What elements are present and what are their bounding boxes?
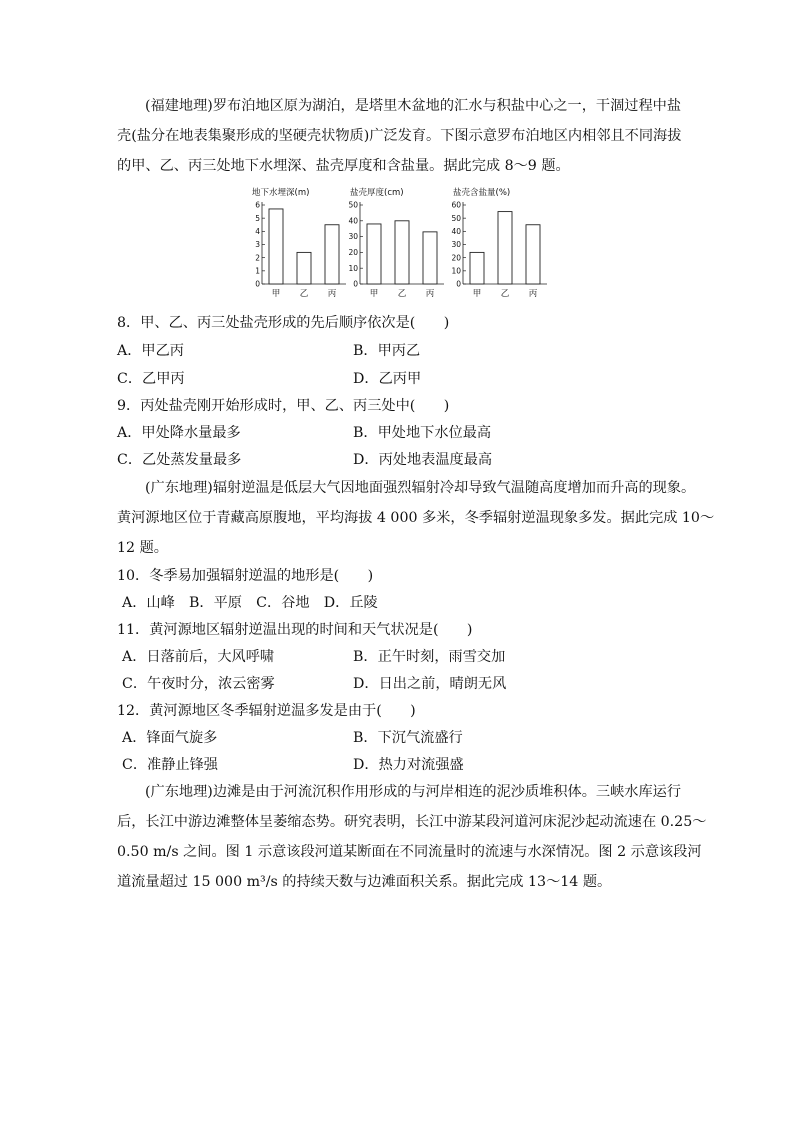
chart-1-category-label: 乙 — [299, 289, 309, 299]
chart-1-bar-3 — [325, 225, 339, 284]
chart-1-y-tick-label: 6 — [255, 200, 260, 210]
passage-2-line-1: (广东地理)辐射逆温是低层大气因地面强烈辐射冷却导致气温随高度增加而升高的现象。 — [145, 480, 696, 496]
chart-1-bar-1 — [269, 209, 283, 284]
q12-option-c: C．准静止锋强 — [122, 757, 218, 773]
chart-1-y-tick-label: 1 — [255, 266, 260, 276]
chart-2-category-label: 乙 — [397, 289, 407, 299]
chart-1-category-label: 甲 — [271, 289, 281, 299]
chart-2-category-label: 甲 — [369, 289, 379, 299]
q12-stem: 12．黄河源地区冬季辐射逆温多发是由于( ) — [117, 703, 416, 719]
q10-options: A．山峰 B．平原 C．谷地 D．丘陵 — [122, 595, 378, 611]
chart-1-title: 地下水埋深(m) — [252, 188, 310, 198]
passage-2-line-2: 黄河源地区位于青藏高原腹地，平均海拔 4 000 多米，冬季辐射逆温现象多发。据此完成 10～ — [117, 510, 715, 526]
chart-3-category-label: 丙 — [528, 289, 538, 299]
chart-2-bar-1 — [367, 224, 381, 284]
q11-option-b: B．正午时刻，雨雪交加 — [353, 649, 506, 665]
chart-3-y-tick-label: 60 — [451, 200, 461, 210]
q8-option-c: C．乙甲丙 — [117, 371, 185, 387]
q11-stem: 11．黄河源地区辐射逆温出现的时间和天气状况是( ) — [117, 622, 473, 638]
q9-option-a: A．甲处降水量最多 — [117, 425, 241, 441]
chart-2-y-tick-label: 10 — [348, 263, 358, 273]
chart-3-y-tick-label: 40 — [451, 226, 461, 236]
passage-3-line-4: 道流量超过 15 000 m³/s 的持续天数与边滩面积关系。据此完成 13～14 题。 — [117, 874, 612, 890]
q8-option-d: D．乙丙甲 — [353, 371, 422, 387]
passage-2-line-3: 12 题。 — [117, 540, 168, 556]
q9-stem: 9．丙处盐壳刚开始形成时，甲、乙、丙三处中( ) — [117, 398, 450, 414]
q10-stem: 10．冬季易加强辐射逆温的地形是( ) — [117, 568, 374, 584]
chart-3-y-tick-label: 50 — [451, 213, 461, 223]
q11-option-d: D．日出之前，晴朗无风 — [353, 676, 507, 692]
chart-1-y-tick-label: 5 — [255, 213, 260, 223]
chart-3-category-label: 乙 — [500, 289, 510, 299]
chart-1-y-tick-label: 3 — [255, 240, 260, 250]
passage-1-line-3: 的甲、乙、丙三处地下水埋深、盐壳厚度和含盐量。据此完成 8～9 题。 — [117, 158, 570, 174]
passage-3-line-2: 后，长江中游边滩整体呈萎缩态势。研究表明，长江中游某段河道河床泥沙起动流速在 0.25～ — [117, 814, 707, 830]
bar-charts-svg — [250, 185, 550, 303]
chart-3-bar-1 — [470, 252, 484, 284]
chart-2-category-label: 丙 — [425, 289, 435, 299]
passage-1-line-1: (福建地理)罗布泊地区原为湖泊，是塔里木盆地的汇水与积盐中心之一，干涸过程中盐 — [145, 98, 682, 114]
chart-3-y-tick-label: 10 — [451, 266, 461, 276]
q11-option-c: C．午夜时分，浓云密雾 — [122, 676, 275, 692]
chart-2-y-tick-label: 40 — [348, 216, 358, 226]
q8-option-a: A．甲乙丙 — [117, 343, 184, 359]
q8-option-b: B．甲丙乙 — [353, 343, 421, 359]
chart-2-y-tick-label: 0 — [353, 279, 358, 289]
chart-3-y-tick-label: 0 — [456, 279, 461, 289]
chart-3-category-label: 甲 — [472, 289, 482, 299]
chart-2-y-tick-label: 20 — [348, 248, 358, 257]
q11-option-a: A．日落前后，大风呼啸 — [122, 649, 275, 665]
passage-3-line-3: 0.50 m/s 之间。图 1 示意该段河道某断面在不同流量时的流速与水深情况。图 2 示意该段河 — [117, 844, 702, 860]
chart-2-bar-3 — [423, 232, 437, 284]
q12-option-a: A．锋面气旋多 — [122, 730, 218, 746]
chart-2-y-tick-label: 30 — [348, 232, 358, 242]
q8-stem: 8．甲、乙、丙三处盐壳形成的先后顺序依次是( ) — [117, 315, 450, 331]
q9-option-c: C．乙处蒸发量最多 — [117, 452, 242, 468]
q9-option-b: B．甲处地下水位最高 — [353, 425, 492, 441]
chart-3-y-tick-label: 20 — [451, 253, 461, 263]
chart-1-bar-2 — [297, 252, 311, 284]
q9-option-d: D．丙处地表温度最高 — [353, 452, 493, 468]
chart-3-title: 盐壳含盐量(%) — [453, 188, 511, 198]
chart-2-y-tick-label: 50 — [348, 200, 358, 210]
chart-3-y-tick-label: 30 — [451, 240, 461, 250]
passage-1-line-2: 壳(盐分在地表集聚形成的坚硬壳状物质)广泛发育。下图示意罗布泊地区内相邻且不同海拔 — [117, 128, 682, 144]
chart-2-bar-2 — [395, 221, 409, 284]
q12-option-d: D．热力对流强盛 — [353, 757, 464, 773]
chart-1-category-label: 丙 — [327, 289, 337, 299]
chart-2-title: 盐壳厚度(cm) — [350, 188, 404, 198]
chart-3-bar-3 — [526, 225, 540, 284]
chart-3-bar-2 — [498, 212, 512, 284]
bar-charts-figure — [250, 185, 550, 303]
passage-3-line-1: (广东地理)边滩是由于河流沉积作用形成的与河岸相连的泥沙质堆积体。三峡水库运行 — [145, 784, 682, 800]
chart-1-y-tick-label: 2 — [255, 253, 260, 263]
q12-option-b: B．下沉气流盛行 — [353, 730, 463, 746]
chart-1-y-tick-label: 4 — [255, 226, 260, 236]
chart-1-y-tick-label: 0 — [255, 279, 260, 289]
